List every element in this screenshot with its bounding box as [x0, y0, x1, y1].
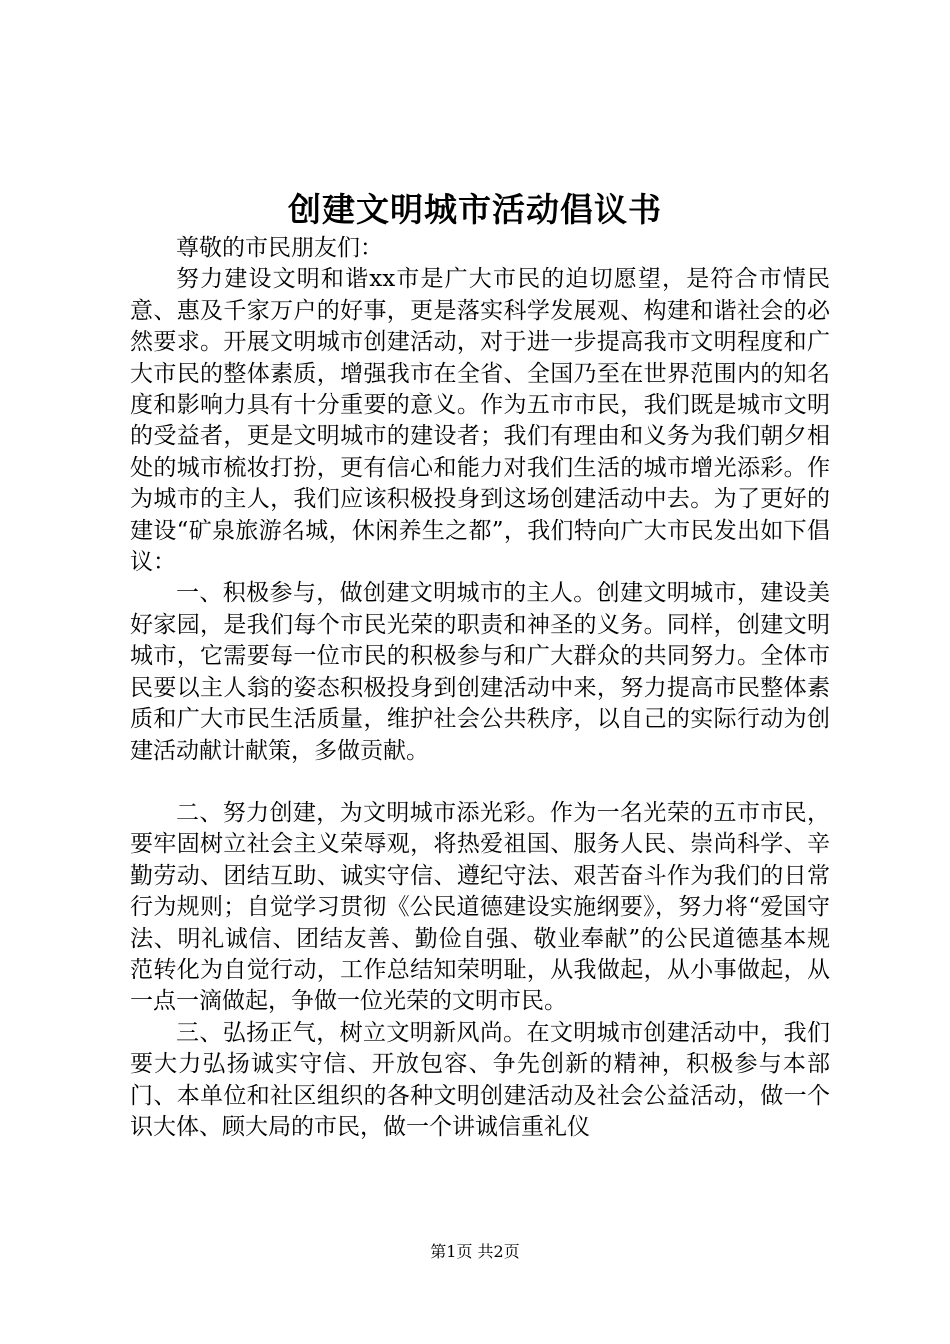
- proposal-three-paragraph: 三、弘扬正气，树立文明新风尚。在文明城市创建活动中，我们要大力弘扬诚实守信、开放包容、争先创新的精神，积极参与本部门、本单位和社区组织的各种文明创建活动及社会公益活动，做一个识大体、顾大局的市民，做一个讲诚信重礼仪: [130, 1019, 830, 1140]
- page-number-footer: 第1页 共2页: [430, 1242, 520, 1261]
- salutation-paragraph: 尊敬的市民朋友们：: [176, 235, 383, 261]
- proposal-one-paragraph: 一、积极参与，做创建文明城市的主人。创建文明城市，建设美好家园，是我们每个市民光荣的职责和神圣的义务。同样，创建文明城市，它需要每一位市民的积极参与和广大群众的共同努力。全体市民要以主人翁的姿态积极投身到创建活动中来，努力提高市民整体素质和广大市民生活质量，维护社会公共秩序，以自己的实际行动为创建活动献计献策，多做贡献。: [130, 580, 830, 764]
- document-body: [130, 233, 830, 1143]
- intro-paragraph: 努力建设文明和谐xx市是广大市民的迫切愿望，是符合市情民意、惠及千家万户的好事，更是落实科学发展观、构建和谐社会的必然要求。开展文明城市创建活动，对于进一步提高我市文明程度和广大市民的整体素质，增强我市在全省、全国乃至在世界范围内的知名度和影响力具有十分重要的意义。作为五市市民，我们既是城市文明的受益者，更是文明城市的建设者；我们有理由和义务为我们朝夕相处的城市梳妆打扮，更有信心和能力对我们生活的城市增光添彩。作为城市的主人，我们应该积极投身到这场创建活动中去。为了更好的建设“矿泉旅游名城，休闲养生之都”，我们特向广大市民发出如下倡议：: [130, 266, 830, 576]
- document-title: 创建文明城市活动倡议书: [288, 190, 662, 229]
- proposal-two-paragraph: 二、努力创建，为文明城市添光彩。作为一名光荣的五市市民，要牢固树立社会主义荣辱观，将热爱祖国、服务人民、崇尚科学、辛勤劳动、团结互助、诚实守信、遵纪守法、艰苦奋斗作为我们的日常行为规则；自觉学习贯彻《公民道德建设实施纲要》，努力将“爱国守法、明礼诚信、团结友善、勤俭自强、敬业奉献”的公民道德基本规范转化为自觉行动，工作总结知荣明耻，从我做起，从小事做起，从一点一滴做起，争做一位光荣的文明市民。: [130, 799, 830, 1015]
